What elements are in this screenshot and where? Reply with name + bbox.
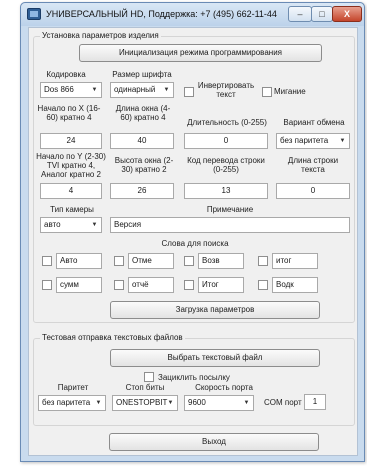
blink-checkbox[interactable] <box>262 87 272 97</box>
chevron-down-icon: ▼ <box>91 87 98 93</box>
chevron-down-icon: ▼ <box>339 138 346 144</box>
title-bar <box>21 3 364 26</box>
start-y-label: Начало по Y (2-30) TVI кратно 4, Аналог кратно 2 <box>36 152 106 179</box>
font-size-select[interactable] <box>110 82 174 98</box>
stop-bits-select[interactable] <box>112 395 178 411</box>
search-words-label: Слова для поиска <box>161 239 229 248</box>
parity-select-value: без паритета <box>42 398 91 407</box>
window-length-label: Длина окна (4-60) кратно 4 <box>115 104 171 122</box>
exchange-variant-select[interactable] <box>276 133 350 149</box>
exit-button[interactable]: Выход <box>109 433 319 451</box>
com-port-field[interactable]: 1 <box>304 394 326 410</box>
search-word-field-5[interactable]: сумм <box>56 277 102 293</box>
search-word-checkbox-6[interactable] <box>114 280 124 290</box>
search-word-field-2[interactable]: Отме <box>128 253 174 269</box>
duration-label: Длительность (0-255) <box>187 118 267 127</box>
search-word-field-7[interactable]: Итог <box>198 277 244 293</box>
font-size-label: Размер шрифта <box>112 70 172 79</box>
window-height-field[interactable]: 26 <box>110 183 174 199</box>
start-y-field[interactable]: 4 <box>40 183 102 199</box>
camera-type-select[interactable] <box>40 217 102 233</box>
loop-send-checkbox[interactable] <box>144 372 154 382</box>
line-feed-code-field[interactable]: 13 <box>184 183 268 199</box>
parity-select[interactable] <box>38 395 106 411</box>
note-label: Примечание <box>206 205 254 214</box>
search-word-checkbox-2[interactable] <box>114 256 124 266</box>
duration-field[interactable]: 0 <box>184 133 268 149</box>
chevron-down-icon: ▼ <box>91 222 98 228</box>
baud-rate-select-value: 9600 <box>188 398 206 407</box>
chevron-down-icon: ▼ <box>243 400 250 406</box>
search-word-checkbox-3[interactable] <box>184 256 194 266</box>
dialog-client <box>28 27 358 456</box>
font-size-select-value: одинарный <box>114 85 156 94</box>
stop-bits-select-value: ONESTOPBIT <box>116 398 168 407</box>
params-group-legend: Установка параметров изделия <box>42 31 159 40</box>
search-word-checkbox-1[interactable] <box>42 256 52 266</box>
exchange-variant-select-value: без паритета <box>280 136 329 145</box>
search-word-checkbox-8[interactable] <box>258 280 268 290</box>
search-word-field-3[interactable]: Возв <box>198 253 244 269</box>
search-word-field-6[interactable]: отчё <box>128 277 174 293</box>
invert-text-checkbox[interactable] <box>184 87 194 97</box>
camera-type-label: Тип камеры <box>50 205 94 214</box>
text-line-length-field[interactable]: 0 <box>276 183 350 199</box>
chevron-down-icon: ▼ <box>163 87 170 93</box>
window-title: УНИВЕРСАЛЬНЫЙ HD, Поддержка: +7 (495) 662-11-44 <box>46 9 277 19</box>
line-feed-code-label: Код перевода строки (0-255) <box>187 156 265 174</box>
params-group <box>33 31 355 323</box>
search-word-checkbox-5[interactable] <box>42 280 52 290</box>
window-height-label: Высота окна (2-30) кратно 2 <box>114 156 174 174</box>
encoding-select[interactable] <box>40 82 102 98</box>
app-window <box>20 2 365 462</box>
close-button[interactable]: X <box>332 6 362 22</box>
parity-label: Паритет <box>57 383 89 392</box>
stop-bits-label: Стоп биты <box>125 383 165 392</box>
chevron-down-icon: ▼ <box>167 400 174 406</box>
test-send-group <box>33 333 355 426</box>
start-x-label: Начало по X (16-60) кратно 4 <box>37 104 101 122</box>
maximize-button[interactable]: □ <box>311 6 333 22</box>
text-line-length-label: Длина строки текста <box>287 156 339 174</box>
camera-type-select-value: авто <box>44 220 61 229</box>
start-x-field[interactable]: 24 <box>40 133 102 149</box>
blink-label: Мигание <box>274 87 306 96</box>
baud-rate-select[interactable] <box>184 395 254 411</box>
exchange-variant-label: Вариант обмена <box>283 118 345 127</box>
minimize-button[interactable]: – <box>288 6 312 22</box>
test-send-group-legend: Тестовая отправка текстовых файлов <box>42 333 183 342</box>
invert-text-label: Инвертировать текст <box>197 81 255 99</box>
encoding-select-value: Dos 866 <box>44 85 74 94</box>
search-word-checkbox-7[interactable] <box>184 280 194 290</box>
search-word-checkbox-4[interactable] <box>258 256 268 266</box>
com-port-label: COM порт <box>264 398 302 407</box>
chevron-down-icon: ▼ <box>95 400 102 406</box>
encoding-label: Кодировка <box>46 70 86 79</box>
note-field[interactable]: Версия <box>110 217 350 233</box>
search-word-field-4[interactable]: итог <box>272 253 318 269</box>
init-programming-button[interactable]: Инициализация режима программирования <box>79 44 322 62</box>
loop-send-label: Зациклить посылку <box>158 373 230 382</box>
load-parameters-button[interactable]: Загрузка параметров <box>110 301 320 319</box>
window-length-field[interactable]: 40 <box>110 133 174 149</box>
select-text-file-button[interactable]: Выбрать текстовый файл <box>110 349 320 367</box>
app-icon <box>27 8 41 20</box>
baud-rate-label: Скорость порта <box>195 383 253 392</box>
search-word-field-1[interactable]: Авто <box>56 253 102 269</box>
search-word-field-8[interactable]: Водк <box>272 277 318 293</box>
